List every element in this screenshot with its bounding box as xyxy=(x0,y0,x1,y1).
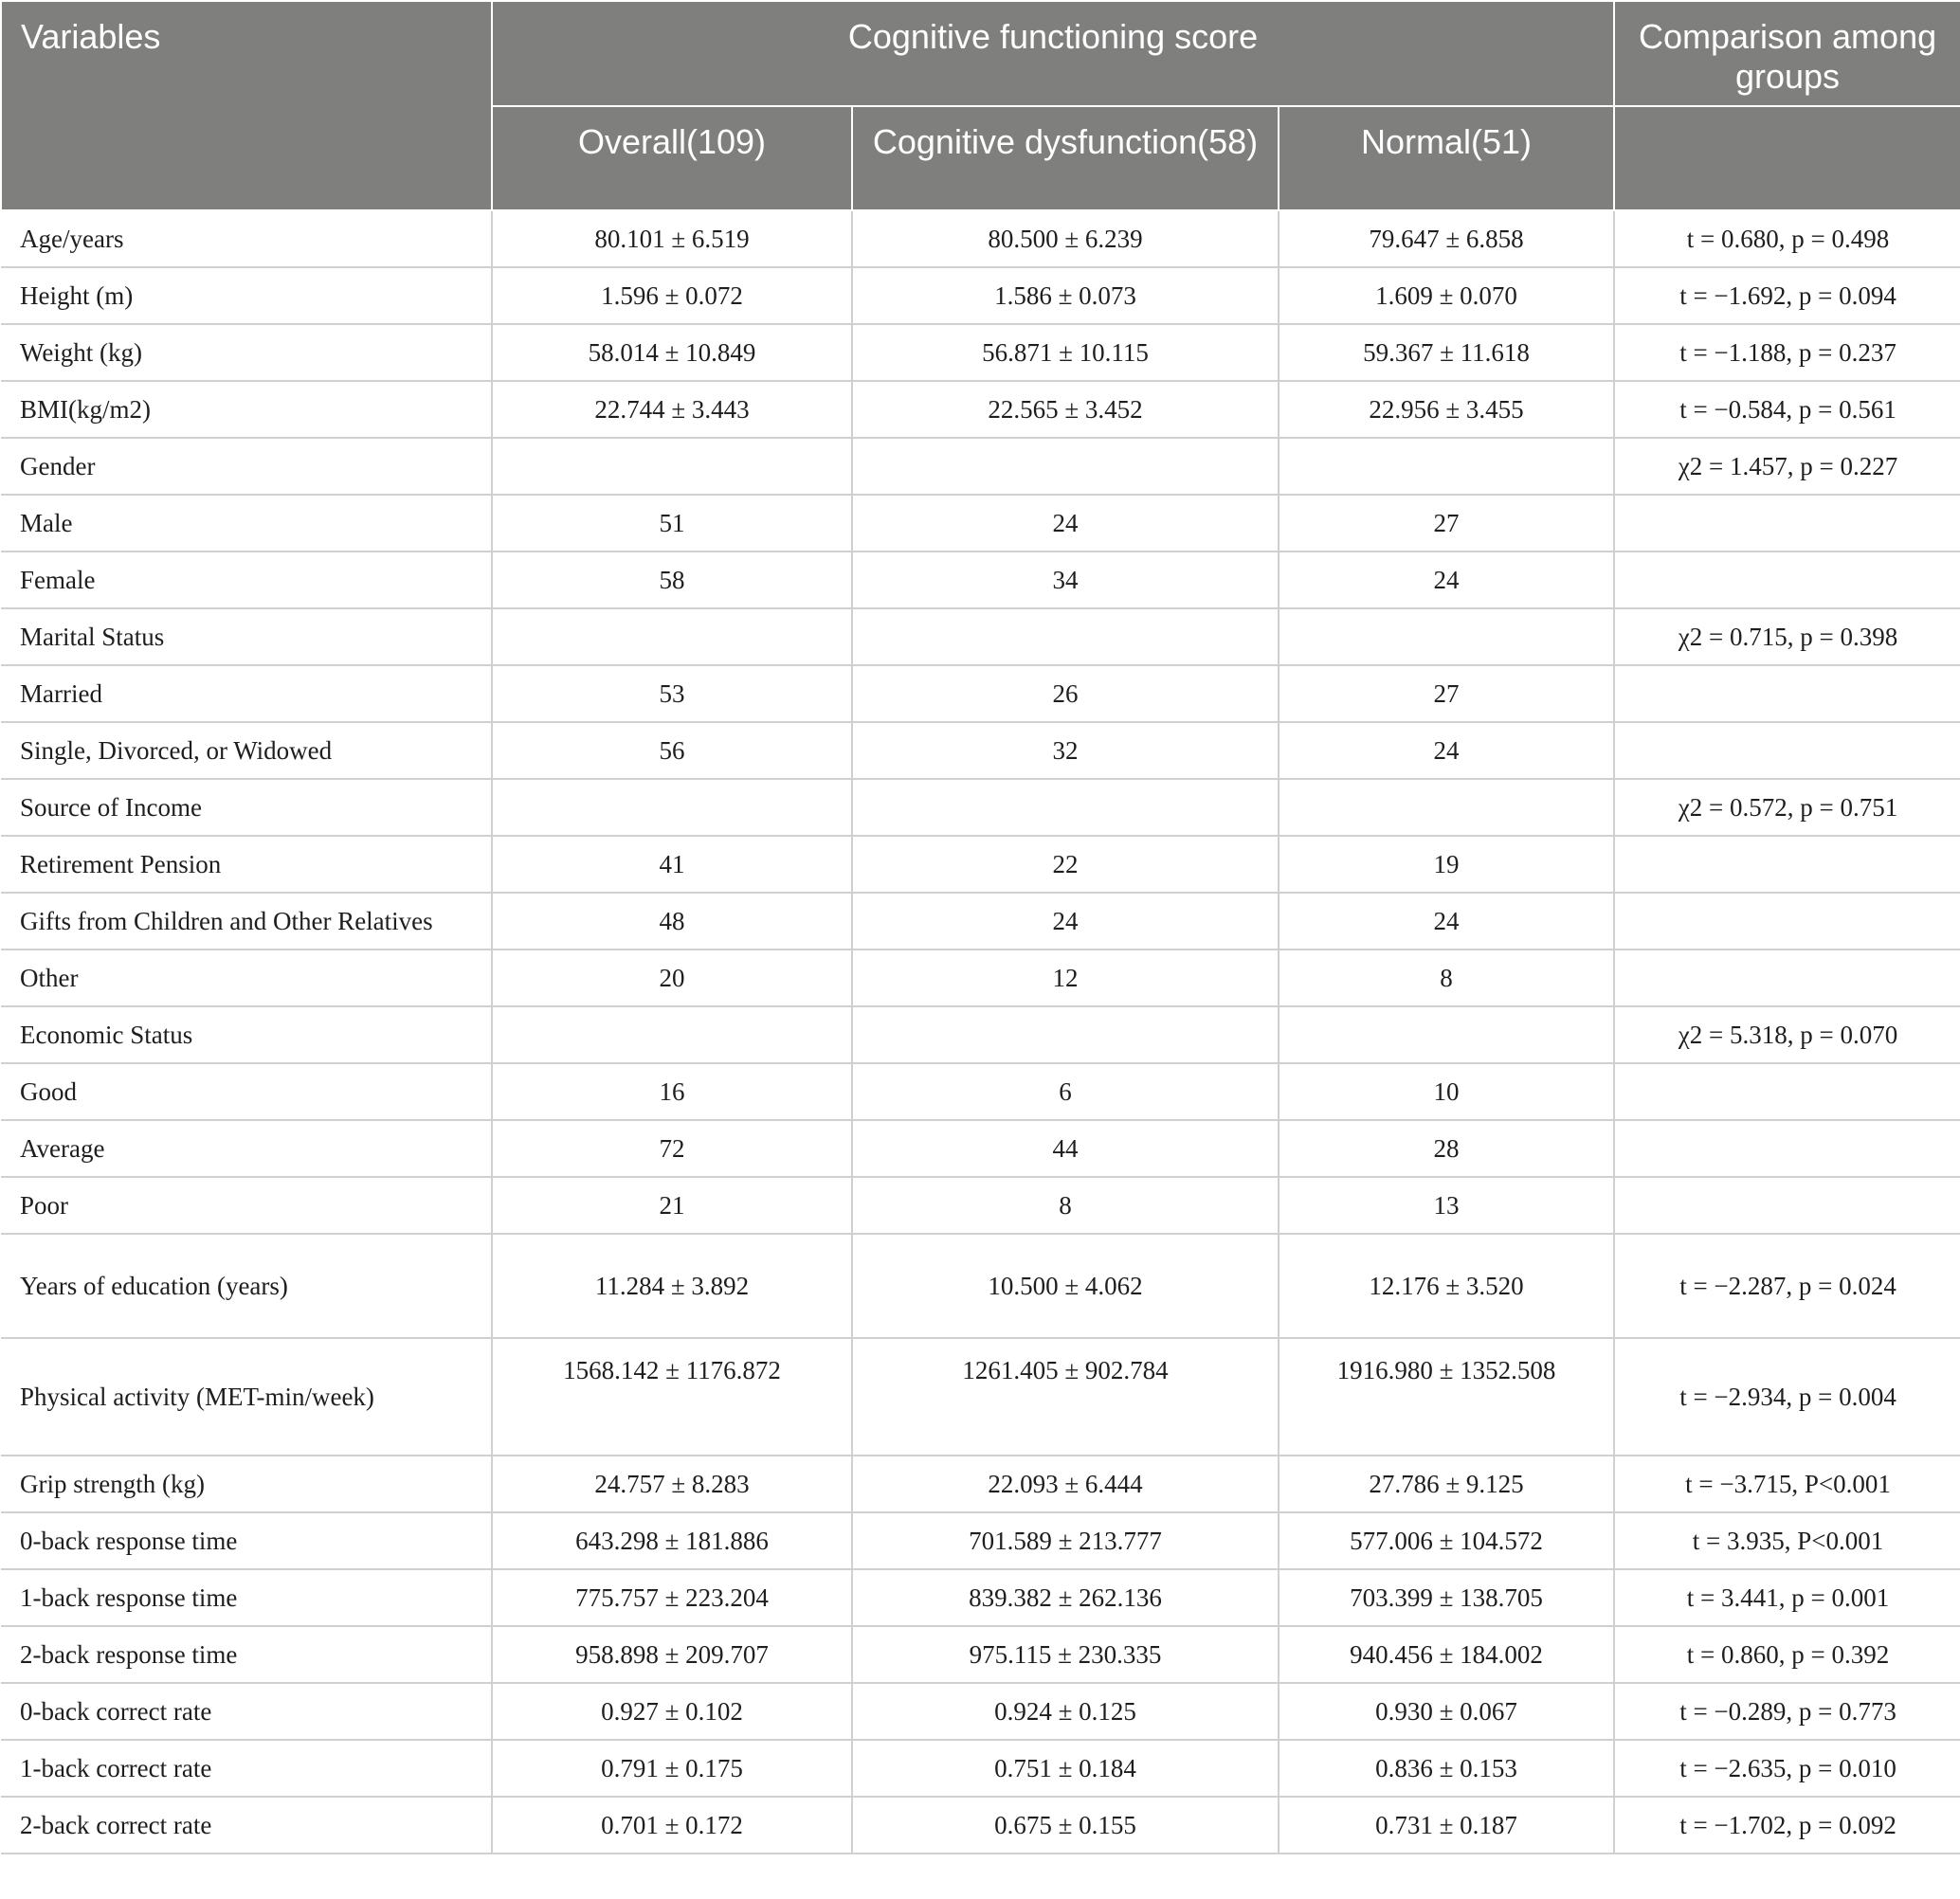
cell-dysfunction: 975.115 ± 230.335 xyxy=(852,1626,1279,1683)
cell-normal: 27 xyxy=(1279,665,1614,722)
cell-normal xyxy=(1279,1006,1614,1063)
cell-variable: Marital Status xyxy=(1,608,492,665)
cell-variable: Average xyxy=(1,1120,492,1177)
cell-overall: 51 xyxy=(492,495,852,552)
cell-overall xyxy=(492,608,852,665)
cell-dysfunction: 26 xyxy=(852,665,1279,722)
table-row xyxy=(1,267,1960,324)
cell-normal: 22.956 ± 3.455 xyxy=(1279,381,1614,438)
cell-dysfunction: 8 xyxy=(852,1177,1279,1234)
cell-dysfunction: 0.675 ± 0.155 xyxy=(852,1797,1279,1854)
cell-dysfunction: 24 xyxy=(852,893,1279,950)
cell-variable: 2-back correct rate xyxy=(1,1797,492,1854)
table-row xyxy=(1,836,1960,893)
cell-dysfunction: 22.565 ± 3.452 xyxy=(852,381,1279,438)
cell-variable: Female xyxy=(1,552,492,608)
cell-overall: 0.927 ± 0.102 xyxy=(492,1683,852,1740)
header-group-title: Cognitive functioning score xyxy=(492,1,1614,106)
cell-dysfunction: 839.382 ± 262.136 xyxy=(852,1569,1279,1626)
cell-overall: 58 xyxy=(492,552,852,608)
table-row xyxy=(1,1338,1960,1456)
header-dysfunction: Cognitive dysfunction(58) xyxy=(852,106,1279,210)
cell-overall: 1568.142 ± 1176.872 xyxy=(492,1338,852,1456)
cell-dysfunction xyxy=(852,438,1279,495)
cell-comparison: t = 3.441, p = 0.001 xyxy=(1614,1569,1960,1626)
cell-comparison: t = −0.289, p = 0.773 xyxy=(1614,1683,1960,1740)
cell-overall: 41 xyxy=(492,836,852,893)
cell-comparison xyxy=(1614,950,1960,1006)
table-row xyxy=(1,1683,1960,1740)
cell-comparison: χ2 = 5.318, p = 0.070 xyxy=(1614,1006,1960,1063)
cell-comparison: χ2 = 0.572, p = 0.751 xyxy=(1614,779,1960,836)
cell-variable: Grip strength (kg) xyxy=(1,1456,492,1512)
cell-dysfunction: 56.871 ± 10.115 xyxy=(852,324,1279,381)
cell-normal: 24 xyxy=(1279,552,1614,608)
table-row xyxy=(1,495,1960,552)
cell-dysfunction xyxy=(852,1006,1279,1063)
cell-normal: 577.006 ± 104.572 xyxy=(1279,1512,1614,1569)
table-row xyxy=(1,210,1960,267)
cell-variable: Gender xyxy=(1,438,492,495)
cell-normal: 0.836 ± 0.153 xyxy=(1279,1740,1614,1797)
cell-normal: 24 xyxy=(1279,893,1614,950)
table-row xyxy=(1,1234,1960,1338)
cell-dysfunction: 701.589 ± 213.777 xyxy=(852,1512,1279,1569)
cell-dysfunction: 6 xyxy=(852,1063,1279,1120)
cell-dysfunction: 34 xyxy=(852,552,1279,608)
cell-normal: 59.367 ± 11.618 xyxy=(1279,324,1614,381)
cell-overall: 80.101 ± 6.519 xyxy=(492,210,852,267)
table-row xyxy=(1,1740,1960,1797)
cell-normal: 24 xyxy=(1279,722,1614,779)
cell-comparison: t = −1.692, p = 0.094 xyxy=(1614,267,1960,324)
cell-comparison xyxy=(1614,665,1960,722)
cell-dysfunction: 0.924 ± 0.125 xyxy=(852,1683,1279,1740)
cell-variable: 2-back response time xyxy=(1,1626,492,1683)
cell-normal: 19 xyxy=(1279,836,1614,893)
cell-comparison: t = −1.702, p = 0.092 xyxy=(1614,1797,1960,1854)
cell-normal: 27.786 ± 9.125 xyxy=(1279,1456,1614,1512)
cell-comparison xyxy=(1614,836,1960,893)
table-row xyxy=(1,950,1960,1006)
cell-overall: 21 xyxy=(492,1177,852,1234)
cell-variable: Economic Status xyxy=(1,1006,492,1063)
cell-variable: Poor xyxy=(1,1177,492,1234)
cell-comparison xyxy=(1614,495,1960,552)
cell-comparison: t = 3.935, P<0.001 xyxy=(1614,1512,1960,1569)
table-row xyxy=(1,438,1960,495)
cell-dysfunction: 0.751 ± 0.184 xyxy=(852,1740,1279,1797)
table-row xyxy=(1,665,1960,722)
cell-variable: 0-back response time xyxy=(1,1512,492,1569)
cell-normal xyxy=(1279,779,1614,836)
cell-variable: Weight (kg) xyxy=(1,324,492,381)
cell-overall: 775.757 ± 223.204 xyxy=(492,1569,852,1626)
cell-dysfunction: 1261.405 ± 902.784 xyxy=(852,1338,1279,1456)
cell-variable: Years of education (years) xyxy=(1,1234,492,1338)
cell-comparison: t = −1.188, p = 0.237 xyxy=(1614,324,1960,381)
cell-overall xyxy=(492,779,852,836)
cell-variable: Good xyxy=(1,1063,492,1120)
cell-variable: 0-back correct rate xyxy=(1,1683,492,1740)
cell-overall xyxy=(492,438,852,495)
cell-comparison xyxy=(1614,893,1960,950)
cell-overall: 58.014 ± 10.849 xyxy=(492,324,852,381)
cell-overall: 0.791 ± 0.175 xyxy=(492,1740,852,1797)
cell-overall: 56 xyxy=(492,722,852,779)
cell-overall: 11.284 ± 3.892 xyxy=(492,1234,852,1338)
cell-dysfunction: 24 xyxy=(852,495,1279,552)
cell-dysfunction xyxy=(852,779,1279,836)
cell-overall: 16 xyxy=(492,1063,852,1120)
cell-normal: 79.647 ± 6.858 xyxy=(1279,210,1614,267)
cell-comparison: t = 0.860, p = 0.392 xyxy=(1614,1626,1960,1683)
cell-comparison xyxy=(1614,1120,1960,1177)
header-variables: Variables xyxy=(1,1,492,210)
cell-variable: 1-back correct rate xyxy=(1,1740,492,1797)
table-row xyxy=(1,1797,1960,1854)
cell-variable: Gifts from Children and Other Relatives xyxy=(1,893,492,950)
table-header xyxy=(1,1,1960,210)
cell-variable: Other xyxy=(1,950,492,1006)
cell-variable: Age/years xyxy=(1,210,492,267)
cell-overall xyxy=(492,1006,852,1063)
cell-variable: Male xyxy=(1,495,492,552)
cell-normal: 12.176 ± 3.520 xyxy=(1279,1234,1614,1338)
cell-overall: 20 xyxy=(492,950,852,1006)
cell-comparison: χ2 = 0.715, p = 0.398 xyxy=(1614,608,1960,665)
table-row xyxy=(1,893,1960,950)
cell-comparison xyxy=(1614,552,1960,608)
table-row xyxy=(1,779,1960,836)
header-comparison: Comparison among groups xyxy=(1614,1,1960,106)
cell-dysfunction: 22 xyxy=(852,836,1279,893)
table-body xyxy=(1,210,1960,1854)
header-normal: Normal(51) xyxy=(1279,106,1614,210)
table-row xyxy=(1,552,1960,608)
cell-comparison xyxy=(1614,1063,1960,1120)
cell-overall: 643.298 ± 181.886 xyxy=(492,1512,852,1569)
cell-variable: Height (m) xyxy=(1,267,492,324)
cell-overall: 48 xyxy=(492,893,852,950)
cell-variable: Single, Divorced, or Widowed xyxy=(1,722,492,779)
cell-dysfunction: 44 xyxy=(852,1120,1279,1177)
table-row xyxy=(1,1569,1960,1626)
table-row xyxy=(1,1512,1960,1569)
cell-overall: 958.898 ± 209.707 xyxy=(492,1626,852,1683)
cell-normal: 13 xyxy=(1279,1177,1614,1234)
table-row xyxy=(1,1063,1960,1120)
header-comparison-blank xyxy=(1614,106,1960,210)
table-row xyxy=(1,608,1960,665)
cell-dysfunction: 22.093 ± 6.444 xyxy=(852,1456,1279,1512)
cell-normal: 0.731 ± 0.187 xyxy=(1279,1797,1614,1854)
cell-normal: 703.399 ± 138.705 xyxy=(1279,1569,1614,1626)
cell-overall: 53 xyxy=(492,665,852,722)
cell-dysfunction: 12 xyxy=(852,950,1279,1006)
table-row xyxy=(1,1006,1960,1063)
table-row xyxy=(1,722,1960,779)
table-row xyxy=(1,1626,1960,1683)
cell-dysfunction xyxy=(852,608,1279,665)
cell-normal: 10 xyxy=(1279,1063,1614,1120)
cell-overall: 24.757 ± 8.283 xyxy=(492,1456,852,1512)
cell-comparison: χ2 = 1.457, p = 0.227 xyxy=(1614,438,1960,495)
cell-variable: Retirement Pension xyxy=(1,836,492,893)
cell-overall: 0.701 ± 0.172 xyxy=(492,1797,852,1854)
cell-overall: 1.596 ± 0.072 xyxy=(492,267,852,324)
cell-normal: 1.609 ± 0.070 xyxy=(1279,267,1614,324)
cell-normal: 1916.980 ± 1352.508 xyxy=(1279,1338,1614,1456)
cell-variable: Married xyxy=(1,665,492,722)
cell-overall: 22.744 ± 3.443 xyxy=(492,381,852,438)
cell-variable: 1-back response time xyxy=(1,1569,492,1626)
cell-overall: 72 xyxy=(492,1120,852,1177)
cell-dysfunction: 1.586 ± 0.073 xyxy=(852,267,1279,324)
cell-dysfunction: 10.500 ± 4.062 xyxy=(852,1234,1279,1338)
cell-variable: BMI(kg/m2) xyxy=(1,381,492,438)
cell-comparison: t = −2.934, p = 0.004 xyxy=(1614,1338,1960,1456)
cell-comparison: t = −3.715, P<0.001 xyxy=(1614,1456,1960,1512)
cell-normal: 27 xyxy=(1279,495,1614,552)
header-overall: Overall(109) xyxy=(492,106,852,210)
cell-comparison: t = −2.635, p = 0.010 xyxy=(1614,1740,1960,1797)
cell-normal: 0.930 ± 0.067 xyxy=(1279,1683,1614,1740)
cell-dysfunction: 80.500 ± 6.239 xyxy=(852,210,1279,267)
cell-normal: 8 xyxy=(1279,950,1614,1006)
cell-normal xyxy=(1279,438,1614,495)
cell-variable: Physical activity (MET-min/week) xyxy=(1,1338,492,1456)
cell-comparison xyxy=(1614,1177,1960,1234)
cell-comparison: t = 0.680, p = 0.498 xyxy=(1614,210,1960,267)
cell-dysfunction: 32 xyxy=(852,722,1279,779)
cell-comparison: t = −0.584, p = 0.561 xyxy=(1614,381,1960,438)
table-row xyxy=(1,1177,1960,1234)
table-row xyxy=(1,381,1960,438)
table-row xyxy=(1,1456,1960,1512)
cell-normal xyxy=(1279,608,1614,665)
cell-comparison: t = −2.287, p = 0.024 xyxy=(1614,1234,1960,1338)
cell-variable: Source of Income xyxy=(1,779,492,836)
table-row xyxy=(1,1120,1960,1177)
cell-comparison xyxy=(1614,722,1960,779)
cell-normal: 940.456 ± 184.002 xyxy=(1279,1626,1614,1683)
cell-normal: 28 xyxy=(1279,1120,1614,1177)
table-row xyxy=(1,324,1960,381)
